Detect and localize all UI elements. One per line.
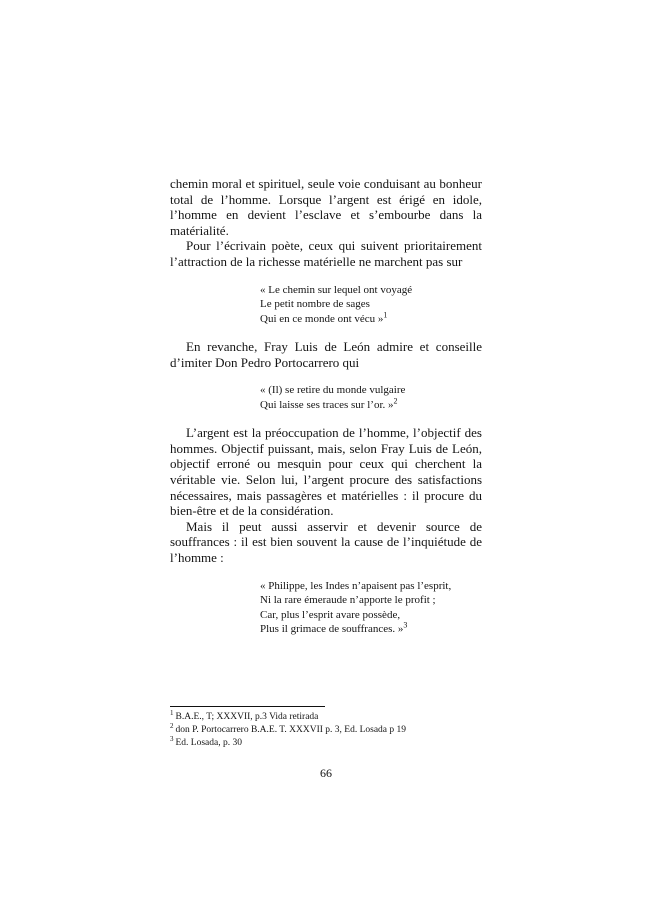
quote-line <box>260 398 482 413</box>
quote-text: Ni la rare émeraude n’apporte le profit ; <box>260 594 436 607</box>
footnote-item <box>170 721 482 737</box>
footnote-number: 2 <box>170 721 174 730</box>
footnote-reference-1: 1 <box>383 309 388 319</box>
quote-text: « Le chemin sur lequel ont voyagé <box>260 283 413 296</box>
paragraph-3: En revanche, Fray Luis de León admire et conseille d’imiter Don Pedro Portocarrero qui <box>170 339 482 370</box>
footnotes-section <box>170 706 482 750</box>
quote-text: Qui laisse ses traces sur l’or. » <box>260 398 394 411</box>
paragraph-2: Pour l’écrivain poète, ceux qui suivent prioritairement l’attraction de la richesse matérielle ne marchent pas sur <box>170 238 482 269</box>
quote-text: Qui en ce monde ont vécu » <box>260 312 384 325</box>
footnote-number: 3 <box>170 734 174 743</box>
block-quote-2 <box>170 383 482 412</box>
main-text-block <box>170 176 482 650</box>
block-quote-1 <box>170 283 482 327</box>
block-quote-3 <box>170 579 482 637</box>
quote-text: « Philippe, les Indes n’apaisent pas l’esprit, <box>260 579 452 592</box>
quote-line <box>260 297 482 312</box>
footnote-separator-rule <box>170 706 325 707</box>
quote-line <box>260 283 482 298</box>
footnote-number: 1 <box>170 708 174 717</box>
footnote-reference-3: 3 <box>403 620 408 630</box>
quote-text: Le petit nombre de sages <box>260 298 370 311</box>
paragraph-5: Mais il peut aussi asservir et devenir source de souffrances : il est bien souvent la cause de l’inquiétude de l’homme : <box>170 518 482 565</box>
footnote-item <box>170 734 482 750</box>
paragraph-4: L’argent est la préoccupation de l’homme, l’objectif des hommes. Objectif puissant, mais, selon Fray Luis de León, objectif erroné ou mesquin pour ceux qui cherchent la véritable vie. Selon lui, l’argent procure des satisfactions nécessaires, mais passagères et matérielles : il procure du bien-être et de la considération. <box>170 425 482 519</box>
quote-line <box>260 593 482 608</box>
footnote-text: don P. Portocarrero B.A.E. T. XXXVII p. 3, Ed. Losada p 19 <box>175 725 407 735</box>
paragraph-1: chemin moral et spirituel, seule voie conduisant au bonheur total de l’homme. Lorsque l’argent est érigé en idole, l’homme en devient l’esclave et s’embourbe dans la matérialité. <box>170 176 482 238</box>
page-number: 66 <box>320 766 332 780</box>
quote-text: Plus il grimace de souffrances. » <box>260 623 404 636</box>
footnote-text: B.A.E., T; XXXVII, p.3 Vida retirada <box>175 712 319 722</box>
quote-line <box>260 608 482 623</box>
footnote-text: Ed. Losada, p. 30 <box>175 738 242 748</box>
quote-text: Car, plus l’esprit avare possède, <box>260 608 401 621</box>
quote-line <box>260 622 482 637</box>
quote-line <box>260 309 482 327</box>
quote-line <box>260 383 482 398</box>
footnote-reference-2: 2 <box>393 396 398 406</box>
quote-line <box>260 579 482 594</box>
quote-text: « (Il) se retire du monde vulgaire <box>260 384 406 397</box>
footnote-item <box>170 708 482 724</box>
